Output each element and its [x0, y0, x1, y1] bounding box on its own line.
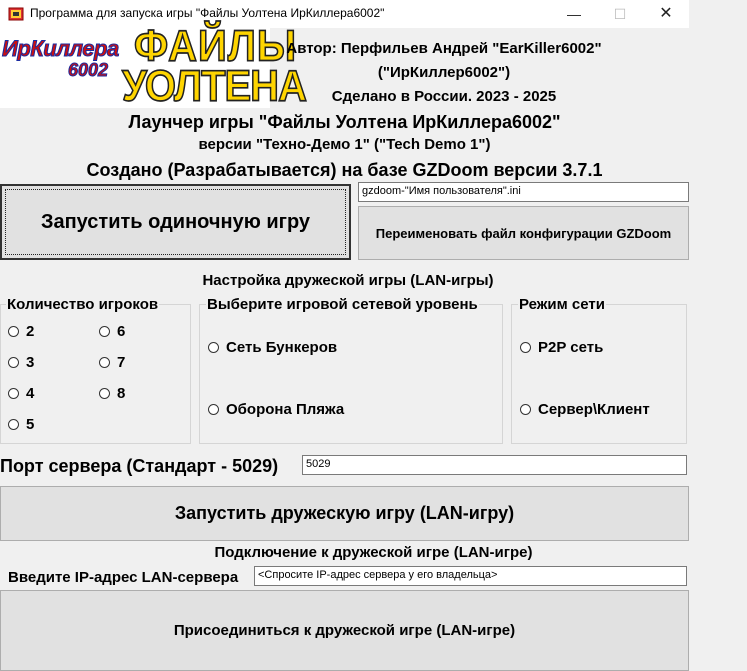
author-label: Автор: Перфильев Андрей "EarKiller6002": [286, 40, 602, 57]
players-radio-8[interactable]: [99, 385, 125, 402]
radio-circle-icon: [8, 357, 19, 368]
window-title: Программа для запуска игры "Файлы Уолтена ИрКиллера6002": [30, 6, 385, 20]
radio-circle-icon: [99, 326, 110, 337]
version-label: версии "Техно-Демо 1" ("Tech Demo 1"): [198, 136, 491, 153]
mode-radio-server-client[interactable]: [520, 401, 650, 418]
server-port-input[interactable]: 5029: [302, 455, 687, 475]
players-radio-7[interactable]: [99, 354, 125, 371]
maximize-button[interactable]: ☐: [613, 6, 627, 22]
players-radio-label: 8: [117, 385, 126, 402]
network-mode-group: [511, 304, 687, 444]
players-radio-4[interactable]: [8, 385, 34, 402]
game-logo: [0, 21, 306, 111]
radio-circle-icon: [99, 357, 110, 368]
radio-circle-icon: [8, 419, 19, 430]
rename-config-label: Переименовать файл конфигурации GZDoom: [375, 225, 672, 241]
engine-label: Создано (Разрабатывается) на базе GZDoom версии 3.7.1: [86, 160, 603, 180]
alias-label: ("ИрКиллер6002"): [377, 64, 511, 81]
join-lan-title: Подключение к дружеской игре (LAN-игре): [214, 544, 533, 561]
radio-circle-icon: [208, 404, 219, 415]
level-radio-label: Оборона Пляжа: [226, 401, 345, 418]
level-group-label: Выберите игровой сетевой уровень: [207, 296, 478, 313]
players-radio-label: 3: [26, 354, 35, 371]
focus-rectangle: [5, 189, 346, 255]
players-radio-3[interactable]: [8, 354, 34, 371]
radio-circle-icon: [208, 342, 219, 353]
level-radio-beach-defense[interactable]: [208, 401, 344, 418]
made-in-label: Сделано в России. 2023 - 2025: [331, 88, 557, 105]
logo-author-number: 6002: [68, 60, 109, 80]
players-radio-5[interactable]: [8, 416, 34, 433]
players-radio-6[interactable]: [99, 323, 125, 340]
players-radio-2[interactable]: [8, 323, 34, 340]
radio-circle-icon: [8, 388, 19, 399]
minimize-button[interactable]: —: [567, 6, 581, 22]
network-mode-group-label: Режим сети: [519, 296, 605, 313]
radio-circle-icon: [520, 342, 531, 353]
level-radio-label: Сеть Бункеров: [226, 339, 338, 356]
radio-circle-icon: [520, 404, 531, 415]
join-lan-game-label: Присоединиться к дружеской игре (LAN-игре): [173, 622, 516, 639]
launcher-title: Лаунчер игры "Файлы Уолтена ИрКиллера6002": [128, 112, 561, 132]
start-lan-game-button[interactable]: [0, 486, 689, 541]
players-radio-label: 2: [26, 323, 35, 340]
server-port-label: Порт сервера (Стандарт - 5029): [0, 456, 279, 476]
close-button[interactable]: ✕: [659, 5, 673, 22]
lan-setup-title: Настройка дружеской игры (LAN-игры): [202, 272, 494, 289]
players-radio-label: 6: [117, 323, 126, 340]
start-single-game-label: Запустить одиночную игру: [40, 210, 311, 233]
mode-radio-label: Сервер\Клиент: [538, 401, 650, 418]
app-icon: [8, 6, 24, 22]
join-lan-game-button[interactable]: [0, 590, 689, 671]
logo-author-name: ИрКиллера: [2, 36, 119, 61]
radio-circle-icon: [8, 326, 19, 337]
logo-title-line2: УОЛТЕНА: [122, 61, 306, 111]
players-radio-label: 5: [26, 416, 35, 433]
mode-radio-label: P2P сеть: [538, 339, 604, 356]
players-radio-label: 4: [26, 385, 35, 402]
start-lan-game-label: Запустить дружескую игру (LAN-игру): [174, 503, 515, 523]
mode-radio-p2p[interactable]: [520, 339, 603, 356]
players-radio-label: 7: [117, 354, 126, 371]
ip-address-input[interactable]: <Спросите IP-адрес сервера у его владельца>: [254, 566, 687, 586]
ip-address-label: Введите IP-адрес LAN-сервера: [8, 569, 239, 586]
level-radio-bunker-network[interactable]: [208, 339, 337, 356]
config-filename-field[interactable]: gzdoom-"Имя пользователя".ini: [358, 182, 689, 202]
rename-config-button[interactable]: [358, 206, 689, 260]
players-group-label: Количество игроков: [7, 296, 159, 313]
radio-circle-icon: [99, 388, 110, 399]
start-single-game-button[interactable]: [0, 184, 351, 260]
logo-title-line1: ФАЙЛЫ: [134, 21, 298, 71]
level-group: [199, 304, 503, 444]
